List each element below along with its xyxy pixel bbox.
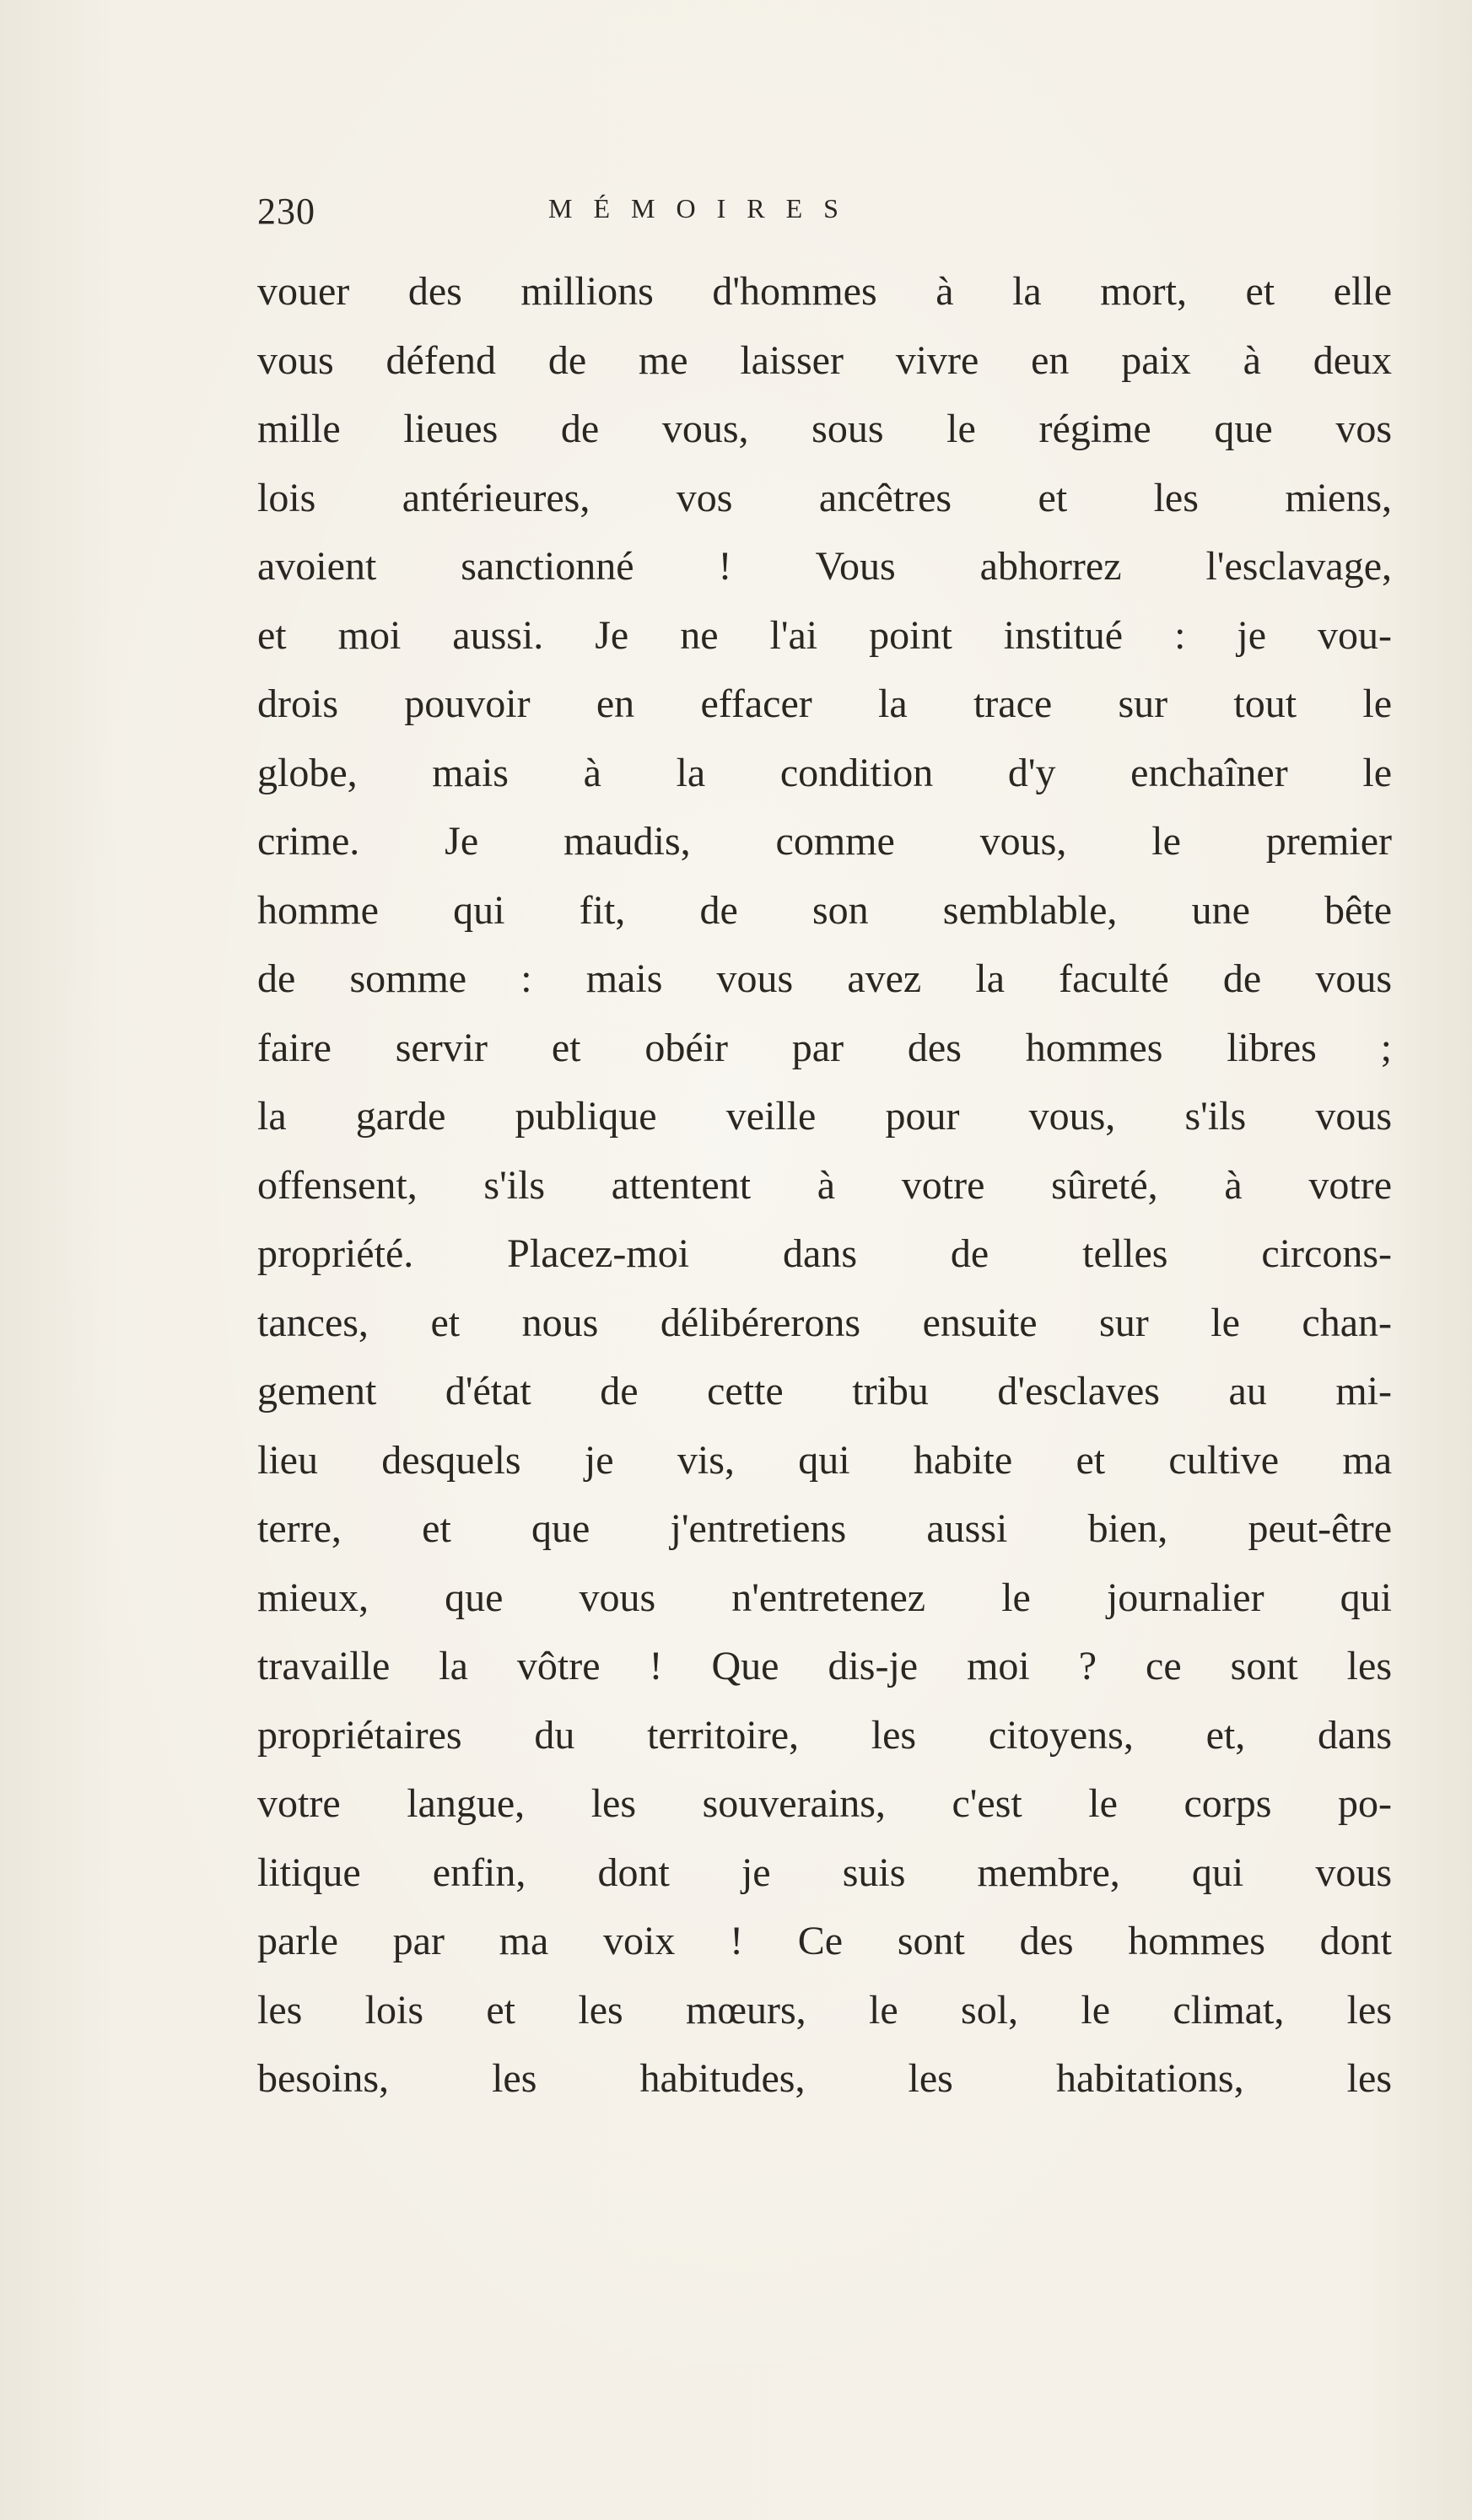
running-title: MÉMOIRES bbox=[548, 193, 860, 223]
text-line: terre, et que j'entretiens aussi bien, peut-être bbox=[257, 1506, 1392, 1551]
text-line: gement d'état de cette tribu d'esclaves au mi- bbox=[257, 1369, 1392, 1413]
text-line: et moi aussi. Je ne l'ai point institué : je vou- bbox=[257, 612, 1392, 658]
page-number: 230 bbox=[257, 191, 315, 232]
text-line: vouer des millions d'hommes à la mort, et elle bbox=[257, 269, 1392, 314]
text-line: crime. Je maudis, comme vous, le premier bbox=[257, 819, 1392, 864]
text-line: mille lieues de vous, sous le régime que vos bbox=[257, 407, 1392, 451]
text-line: lieu desquels je vis, qui habite et cultive ma bbox=[257, 1437, 1392, 1483]
body-text bbox=[257, 257, 1392, 2113]
text-line: de somme : mais vous avez la faculté de vous bbox=[257, 956, 1392, 1001]
text-line: faire servir et obéir par des hommes libres ; bbox=[257, 1025, 1392, 1070]
text-line: vous défend de me laisser vivre en paix à deux bbox=[257, 337, 1392, 383]
text-line: propriété. Placez-moi dans de telles circons- bbox=[257, 1231, 1392, 1276]
text-line: avoient sanctionné ! Vous abhorrez l'esclavage, bbox=[257, 544, 1392, 589]
text-line: propriétaires du territoire, les citoyens, et, dans bbox=[257, 1712, 1392, 1758]
page-header bbox=[257, 190, 1354, 249]
text-line: offensent, s'ils attentent à votre sûreté, à votre bbox=[257, 1162, 1392, 1208]
text-line: homme qui fit, de son semblable, une bête bbox=[257, 887, 1392, 933]
text-line: globe, mais à la condition d'y enchaîner le bbox=[257, 750, 1392, 795]
text-line: besoins, les habitudes, les habitations, les bbox=[257, 2056, 1392, 2101]
text-line: les lois et les mœurs, le sol, le climat, les bbox=[257, 1987, 1392, 2033]
text-line: lois antérieures, vos ancêtres et les miens, bbox=[257, 475, 1392, 520]
text-line: votre langue, les souverains, c'est le corps po- bbox=[257, 1781, 1392, 1826]
text-line: litique enfin, dont je suis membre, qui vous bbox=[257, 1850, 1392, 1895]
text-line: mieux, que vous n'entretenez le journalier qui bbox=[257, 1575, 1392, 1620]
text-line: parle par ma voix ! Ce sont des hommes dont bbox=[257, 1919, 1392, 1963]
text-line: tances, et nous délibérerons ensuite sur le chan- bbox=[257, 1300, 1392, 1345]
text-line: la garde publique veille pour vous, s'ils vous bbox=[257, 1094, 1392, 1139]
text-line: drois pouvoir en effacer la trace sur tout le bbox=[257, 681, 1392, 726]
text-line: travaille la vôtre ! Que dis-je moi ? ce sont les bbox=[257, 1644, 1392, 1688]
